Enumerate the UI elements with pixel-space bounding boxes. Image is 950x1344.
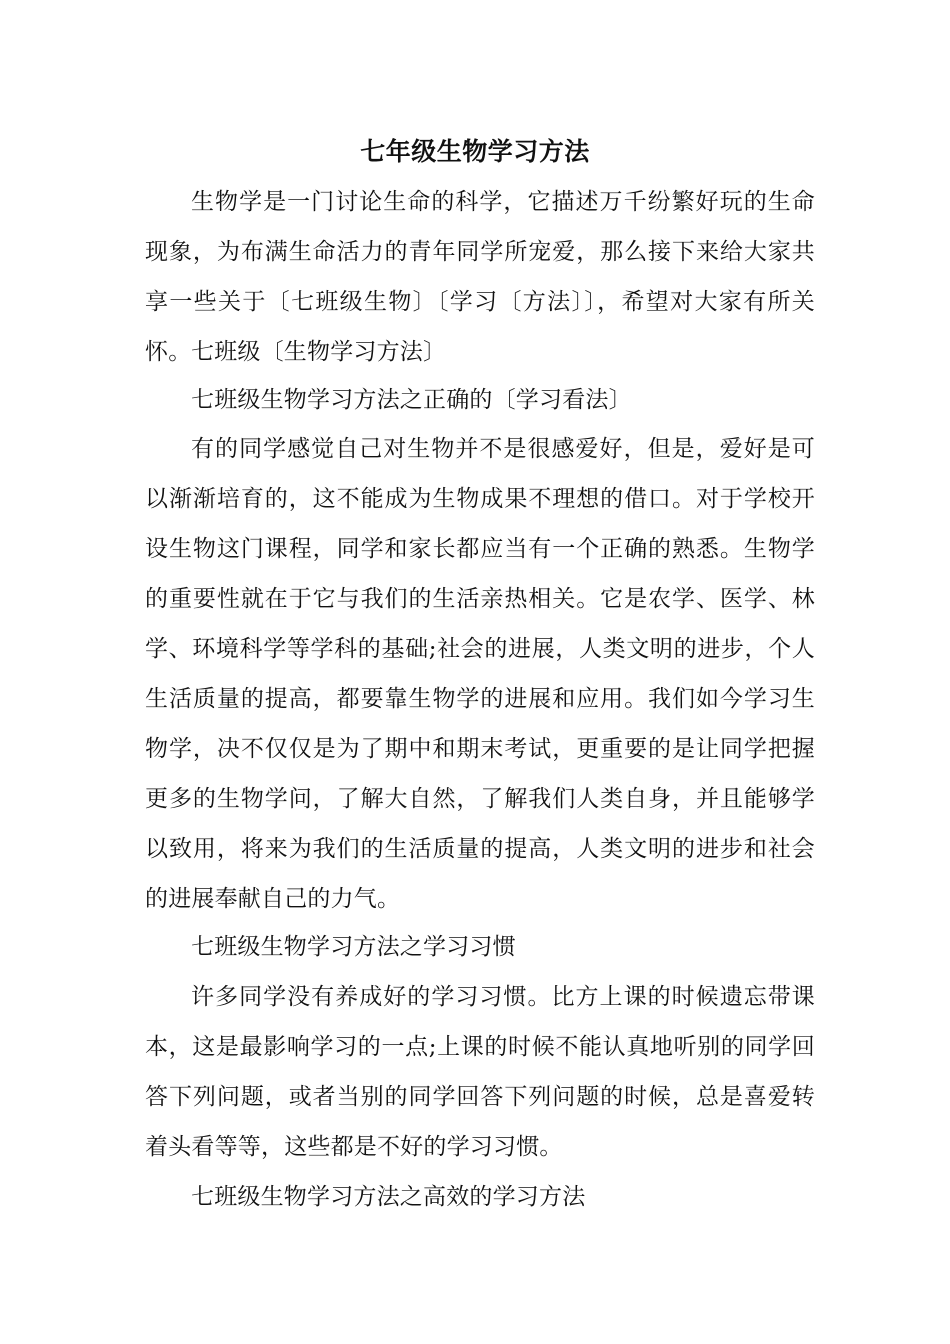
intro-paragraph: 生物学是一门讨论生命的科学，它描述万千纷繁好玩的生命现象，为布满生命活力的青年同学所宠爱，那么接下来给大家共享一些关于〔七班级生物〕〔学习〔方法〕〕，希望对大家有所关怀。 <box>145 189 815 365</box>
section-heading: 七班级〔生物学习方法〕 <box>191 339 447 365</box>
section2-heading: 七班级生物学习方法之学习习惯 <box>191 934 516 960</box>
section2-paragraph: 许多同学没有养成好的学习习惯。比方上课的时候遗忘带课本，这是最影响学习的一点;上课的时候不能认真地听别的同学回答下列问题，或者当别的同学回答下列问题的时候，总是喜爱转着头看等等，这些都是不好的学习习惯。 <box>145 984 815 1160</box>
section1-paragraph: 有的同学感觉自己对生物并不是很感爱好，但是，爱好是可以渐渐培育的，这不能成为生物成果不理想的借口。对于学校开设生物这门课程，同学和家长都应当有一个正确的熟悉。生物学的重要性就在于它与我们的生活亲热相关。它是农学、医学、林学、环境科学等学科的基础;社会的进展，人类文明的进步，个人生活质量的提高，都要靠生物学的进展和应用。我们如今学习生物学，决不仅仅是为了期中和期末考试，更重要的是让同学把握更多的生物学问，了解大自然，了解我们人类自身，并且能够学以致用，将来为我们的生活质量的提高，人类文明的进步和社会的进展奉献自己的力气。 <box>145 436 815 912</box>
section3-heading: 七班级生物学习方法之高效的学习方法 <box>191 1184 586 1210</box>
document-title: 七年级生物学习方法 <box>360 137 590 166</box>
section1-heading: 七班级生物学习方法之正确的〔学习看法〕 <box>191 387 632 413</box>
